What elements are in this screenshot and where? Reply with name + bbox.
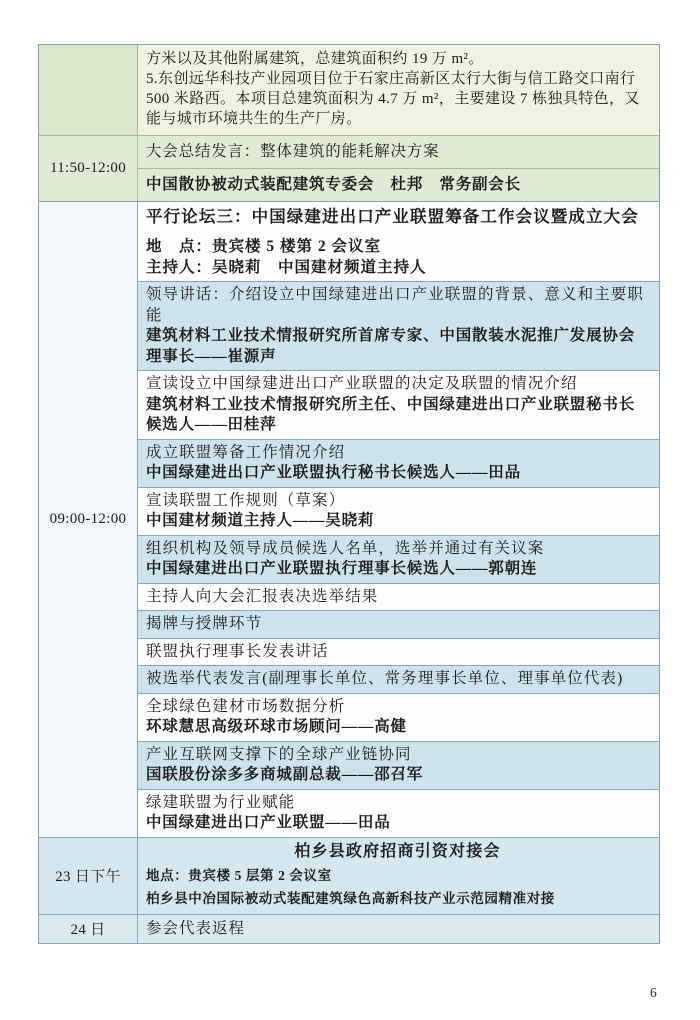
closing-speech-speaker: 中国散协被动式装配建筑专委会 杜邦 常务副会长 — [138, 168, 659, 201]
forum-venue: 地 点：贵宾楼 5 楼第 2 会议室 — [146, 238, 382, 255]
forum-item-list — [138, 281, 659, 837]
item-topic: 绿建联盟为行业赋能 — [146, 793, 296, 811]
continuation-text — [138, 45, 659, 135]
forum-item — [138, 741, 659, 789]
matchmaking-title: 柏乡县政府招商引资对接会 — [294, 842, 501, 860]
closing-speech-content — [138, 136, 659, 201]
matchmaking-content — [138, 838, 659, 914]
item-topic: 全球绿色建材市场数据分析 — [146, 697, 346, 715]
item-topic: 揭牌与授牌环节 — [146, 615, 263, 632]
continuation-line-2: 5.东创远华科技产业园项目位于石家庄高新区太行大街与信工路交口南行 500 米路西。本项目总建筑面积为 4.7 万 m²，主要建设 7 栋独具特色，又能与城市环境共生的生产厂房。 — [146, 71, 640, 127]
page-number: 6 — [650, 985, 657, 1000]
forum-item — [138, 665, 659, 693]
item-speaker: 建筑材料工业技术情报研究所主任、中国绿建进出口产业联盟秘书长候选人——田桂萍 — [146, 395, 636, 433]
table-row-forum — [39, 201, 659, 837]
item-speaker: 国联股份涂多多商城副总裁——邵召军 — [146, 766, 424, 783]
item-topic: 联盟执行理事长发表讲话 — [146, 642, 329, 660]
agenda-table — [38, 44, 660, 944]
forum-item — [138, 535, 659, 583]
forum-item — [138, 638, 659, 666]
forum-item — [138, 583, 659, 611]
matchmaking-note: 柏乡县中冶国际被动式装配建筑绿色高新科技产业示范园精准对接 — [146, 890, 555, 906]
table-row-continuation — [39, 45, 659, 135]
time-cell: 24 日 — [39, 915, 138, 943]
forum-item — [138, 281, 659, 370]
table-row-matchmaking — [39, 837, 659, 914]
time-cell: 23 日下午 — [39, 838, 138, 914]
item-speaker: 环球慧思高级环球市场顾问——高健 — [146, 718, 407, 735]
closing-speech-topic: 大会总结发言：整体建筑的能耗解决方案 — [138, 136, 659, 168]
forum-item — [138, 487, 659, 535]
item-topic: 主持人向大会汇报表决选举结果 — [146, 587, 379, 605]
item-topic: 被选举代表发言(副理事长单位、常务理事长单位、理事单位代表) — [146, 670, 624, 687]
item-speaker: 建筑材料工业技术情报研究所首席专家、中国散装水泥推广发展协会理事长——崔源声 — [146, 327, 636, 365]
item-speaker: 中国绿建进出口产业联盟执行秘书长候选人——田品 — [146, 464, 521, 481]
item-speaker: 中国绿建进出口产业联盟——田品 — [146, 814, 391, 831]
forum-title: 平行论坛三：中国绿建进出口产业联盟筹备工作会议暨成立大会 — [146, 207, 639, 226]
matchmaking-venue: 地点：贵宾楼 5 层第 2 会议室 — [146, 867, 332, 883]
time-cell-empty — [39, 45, 138, 135]
item-speaker: 中国绿建进出口产业联盟执行理事长候选人——郭朝连 — [146, 560, 538, 577]
forum-item — [138, 693, 659, 741]
departure-content: 参会代表返程 — [146, 919, 246, 937]
item-topic: 宣读设立中国绿建进出口产业联盟的决定及联盟的情况介绍 — [146, 375, 578, 392]
time-cell: 09:00-12:00 — [39, 202, 138, 837]
time-cell: 11:50-12:00 — [39, 136, 138, 201]
forum-item — [138, 789, 659, 837]
forum-header — [138, 202, 659, 281]
table-row-closing-speech — [39, 135, 659, 201]
forum-item — [138, 370, 659, 439]
forum-item — [138, 610, 659, 638]
table-row-departure — [39, 914, 659, 943]
forum-content — [138, 202, 659, 837]
item-topic: 组织机构及领导成员候选人名单，选举并通过有关议案 — [146, 539, 545, 557]
item-topic: 宣读联盟工作规则（草案） — [146, 491, 346, 509]
forum-item — [138, 439, 659, 487]
item-topic: 产业互联网支撑下的全球产业链协同 — [146, 745, 412, 763]
continuation-line-1: 方米以及其他附属建筑，总建筑面积约 19 万 m²。 — [146, 51, 484, 67]
item-speaker: 中国建材频道主持人——吴晓莉 — [146, 512, 375, 529]
item-topic: 成立联盟筹备工作情况介绍 — [146, 443, 346, 461]
item-topic: 领导讲话：介绍设立中国绿建进出口产业联盟的背景、意义和主要职能 — [146, 286, 645, 324]
forum-host: 主持人：吴晓莉 中国建材频道主持人 — [146, 259, 427, 276]
